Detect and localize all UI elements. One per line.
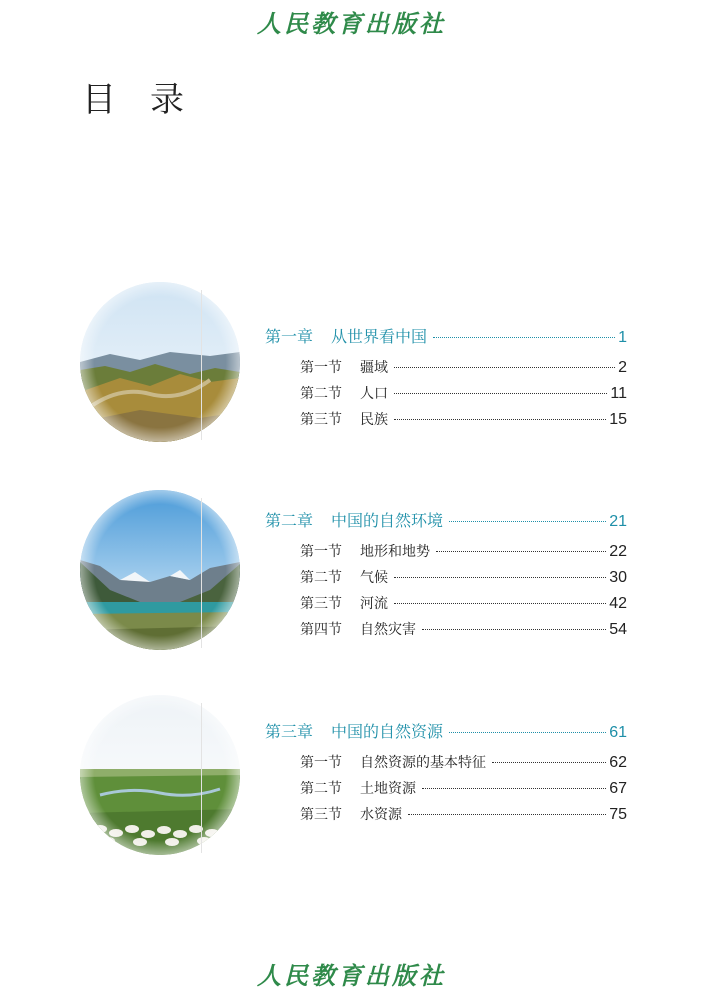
section-entry[interactable]: [300, 357, 627, 377]
section-label: 第三节: [300, 412, 342, 428]
section-title: 土地资源: [360, 781, 416, 797]
divider-line: [201, 703, 202, 853]
chapter-2-entry[interactable]: [265, 508, 627, 531]
section-entry[interactable]: [300, 383, 627, 403]
mountain-lake-photo: [80, 490, 240, 650]
grassland-sheep-photo: [80, 695, 240, 855]
page-number: 11: [610, 385, 627, 402]
great-wall-mountains-photo: [80, 282, 240, 442]
dot-leader: [394, 393, 607, 394]
section-label: 第一节: [300, 755, 342, 771]
chapter-title: 中国的自然资源: [331, 722, 444, 741]
section-title: 地形和地势: [360, 544, 430, 560]
section-title: 人口: [360, 386, 388, 402]
section-title: 水资源: [360, 807, 402, 823]
section-title: 民族: [360, 412, 388, 428]
page-number: 67: [609, 780, 627, 797]
dot-leader: [422, 788, 606, 789]
divider-line: [201, 498, 202, 648]
section-entry[interactable]: [300, 804, 627, 824]
chapter-3-entry[interactable]: [265, 719, 627, 742]
page-number: 2: [618, 359, 627, 376]
dot-leader: [394, 577, 606, 578]
dot-leader: [422, 629, 606, 630]
section-label: 第四节: [300, 622, 342, 638]
chapter-title: 从世界看中国: [331, 327, 428, 346]
page-number: 61: [609, 724, 627, 741]
dot-leader: [394, 367, 615, 368]
chapter-label: 第一章: [265, 327, 314, 346]
dot-leader: [436, 551, 606, 552]
dot-leader: [449, 521, 606, 522]
dot-leader: [492, 762, 606, 763]
section-title: 自然灾害: [360, 622, 416, 638]
page-number: 54: [609, 621, 627, 638]
page-title: 目录: [82, 80, 218, 120]
chapter-title: 中国的自然环境: [331, 511, 444, 530]
page-number: 30: [609, 569, 627, 586]
dot-leader: [449, 732, 606, 733]
section-entry[interactable]: [300, 593, 627, 613]
page-number: 42: [609, 595, 627, 612]
dot-leader: [394, 603, 606, 604]
section-title: 气候: [360, 570, 388, 586]
section-label: 第一节: [300, 544, 342, 560]
section-entry[interactable]: [300, 778, 627, 798]
section-label: 第三节: [300, 807, 342, 823]
divider-line: [201, 290, 202, 440]
section-entry[interactable]: [300, 619, 627, 639]
section-label: 第二节: [300, 386, 342, 402]
dot-leader: [394, 419, 606, 420]
section-entry[interactable]: [300, 409, 627, 429]
dot-leader: [433, 337, 615, 338]
section-title: 疆域: [360, 360, 388, 376]
publisher-header: 人民教育出版社: [257, 9, 446, 38]
page-number: 15: [609, 411, 627, 428]
section-label: 第二节: [300, 570, 342, 586]
page-number: 22: [609, 543, 627, 560]
dot-leader: [408, 814, 606, 815]
section-label: 第二节: [300, 781, 342, 797]
chapter-label: 第三章: [265, 722, 314, 741]
section-entry[interactable]: [300, 567, 627, 587]
section-title: 河流: [360, 596, 388, 612]
section-entry[interactable]: [300, 541, 627, 561]
section-title: 自然资源的基本特征: [360, 755, 486, 771]
page-number: 1: [618, 329, 627, 346]
publisher-footer: 人民教育出版社: [257, 961, 446, 990]
chapter-1-entry[interactable]: [265, 324, 627, 347]
section-label: 第三节: [300, 596, 342, 612]
section-label: 第一节: [300, 360, 342, 376]
section-entry[interactable]: [300, 752, 627, 772]
page-number: 21: [609, 513, 627, 530]
page-number: 75: [609, 806, 627, 823]
chapter-label: 第二章: [265, 511, 314, 530]
page-number: 62: [609, 754, 627, 771]
